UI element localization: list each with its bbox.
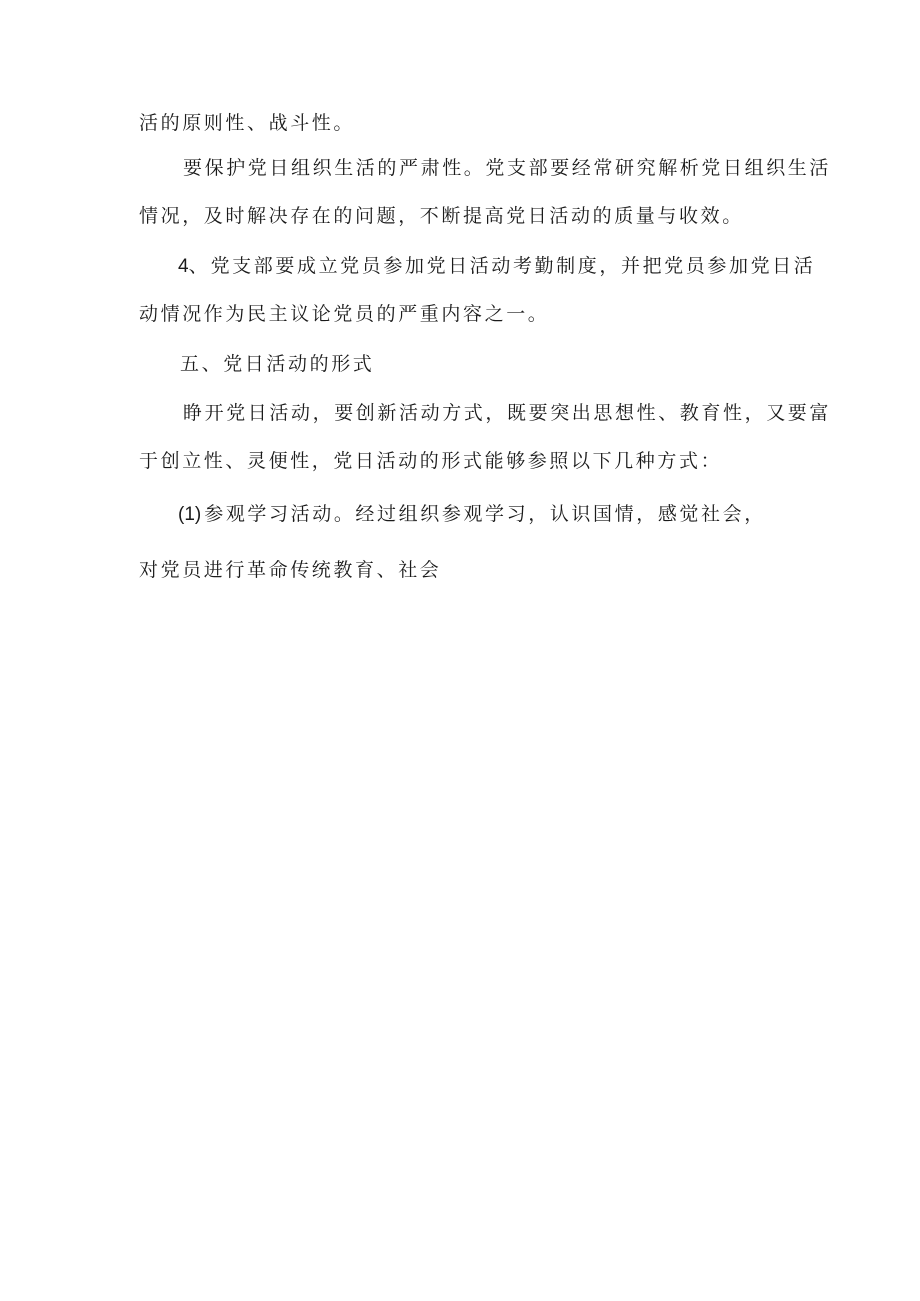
paragraph-line: 于创立性、灵便性，党日活动的形式能够参照以下几种方式：: [139, 450, 723, 472]
paragraph-line: 对党员进行革命传统教育、社会: [139, 559, 442, 581]
numbered-item-4: [178, 254, 815, 279]
paragraph-line: 睁开党日活动，要创新活动方式，既要突出思想性、教育性，又要富: [183, 402, 832, 424]
numbered-item-1: [178, 502, 766, 527]
item-number: (1): [178, 504, 202, 525]
paragraph-line: 参观学习活动。经过组织参观学习，认识国情，感觉社会，: [204, 503, 766, 525]
paragraph-line: 情况，及时解决存在的问题，不断提高党日活动的质量与收效。: [139, 205, 744, 227]
paragraph-line: 动情况作为民主议论党员的严重内容之一。: [139, 303, 550, 325]
paragraph-line: 要保护党日组织生活的严肃性。党支部要经常研究解析党日组织生活: [183, 157, 832, 179]
item-number: 4、: [178, 256, 208, 277]
paragraph-line: 党支部要成立党员参加党日活动考勤制度，并把党员参加党日活: [210, 255, 816, 277]
paragraph-line: 活的原则性、战斗性。: [139, 112, 356, 134]
section-heading: 五、党日活动的形式: [180, 353, 375, 375]
